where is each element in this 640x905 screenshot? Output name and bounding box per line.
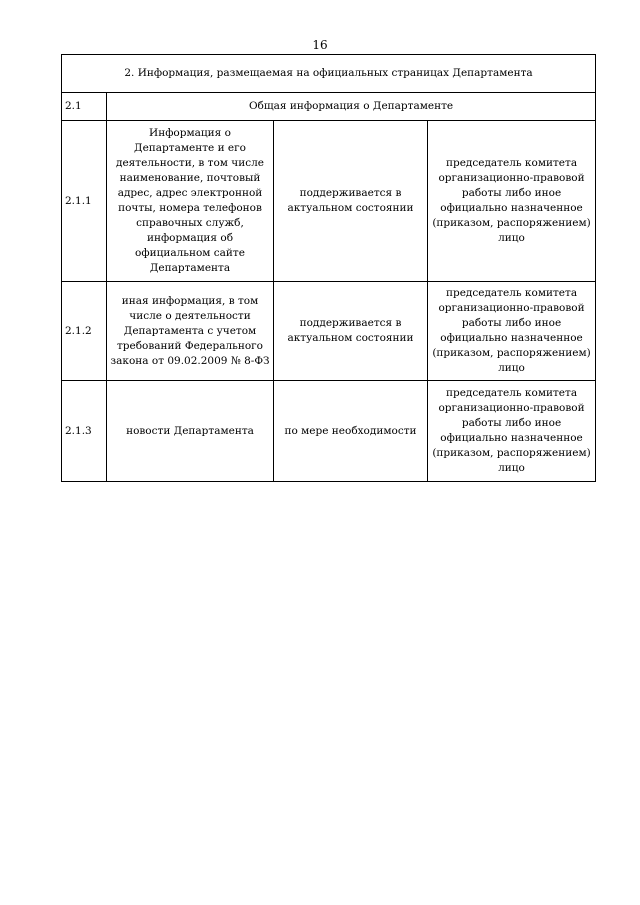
row-frequency: поддерживается в актуальном состоянии — [274, 282, 428, 381]
row-responsible: председатель комитета организационно-правовой работы либо иное официально назначенное (приказом, распоряжением) лицо — [428, 121, 596, 282]
row-number: 2.1.2 — [62, 282, 107, 381]
subsection-row — [62, 93, 596, 121]
table-row — [62, 381, 596, 482]
row-responsible: председатель комитета организационно-правовой работы либо иное официально назначенное (приказом, распоряжением) лицо — [428, 381, 596, 482]
subsection-number: 2.1 — [62, 93, 107, 121]
section-header-row — [62, 55, 596, 93]
row-frequency: по мере необходимости — [274, 381, 428, 482]
row-number: 2.1.1 — [62, 121, 107, 282]
table-row — [62, 121, 596, 282]
row-content: иная информация, в том числе о деятельности Департамента с учетом требований Федерального закона от 09.02.2009 № 8-ФЗ — [107, 282, 274, 381]
row-number: 2.1.3 — [62, 381, 107, 482]
row-frequency: поддерживается в актуальном состоянии — [274, 121, 428, 282]
page-number: 16 — [312, 38, 328, 52]
section-title: 2. Информация, размещаемая на официальных страницах Департамента — [62, 55, 596, 93]
row-content: новости Департамента — [107, 381, 274, 482]
table-row — [62, 282, 596, 381]
row-content: Информация о Департаменте и его деятельности, в том числе наименование, почтовый адрес, адрес электронной почты, номера телефонов справочных служб, информация об официальном сайте Департамента — [107, 121, 274, 282]
subsection-title: Общая информация о Департаменте — [107, 93, 596, 121]
row-responsible: председатель комитета организационно-правовой работы либо иное официально назначенное (приказом, распоряжением) лицо — [428, 282, 596, 381]
information-table — [61, 54, 596, 482]
